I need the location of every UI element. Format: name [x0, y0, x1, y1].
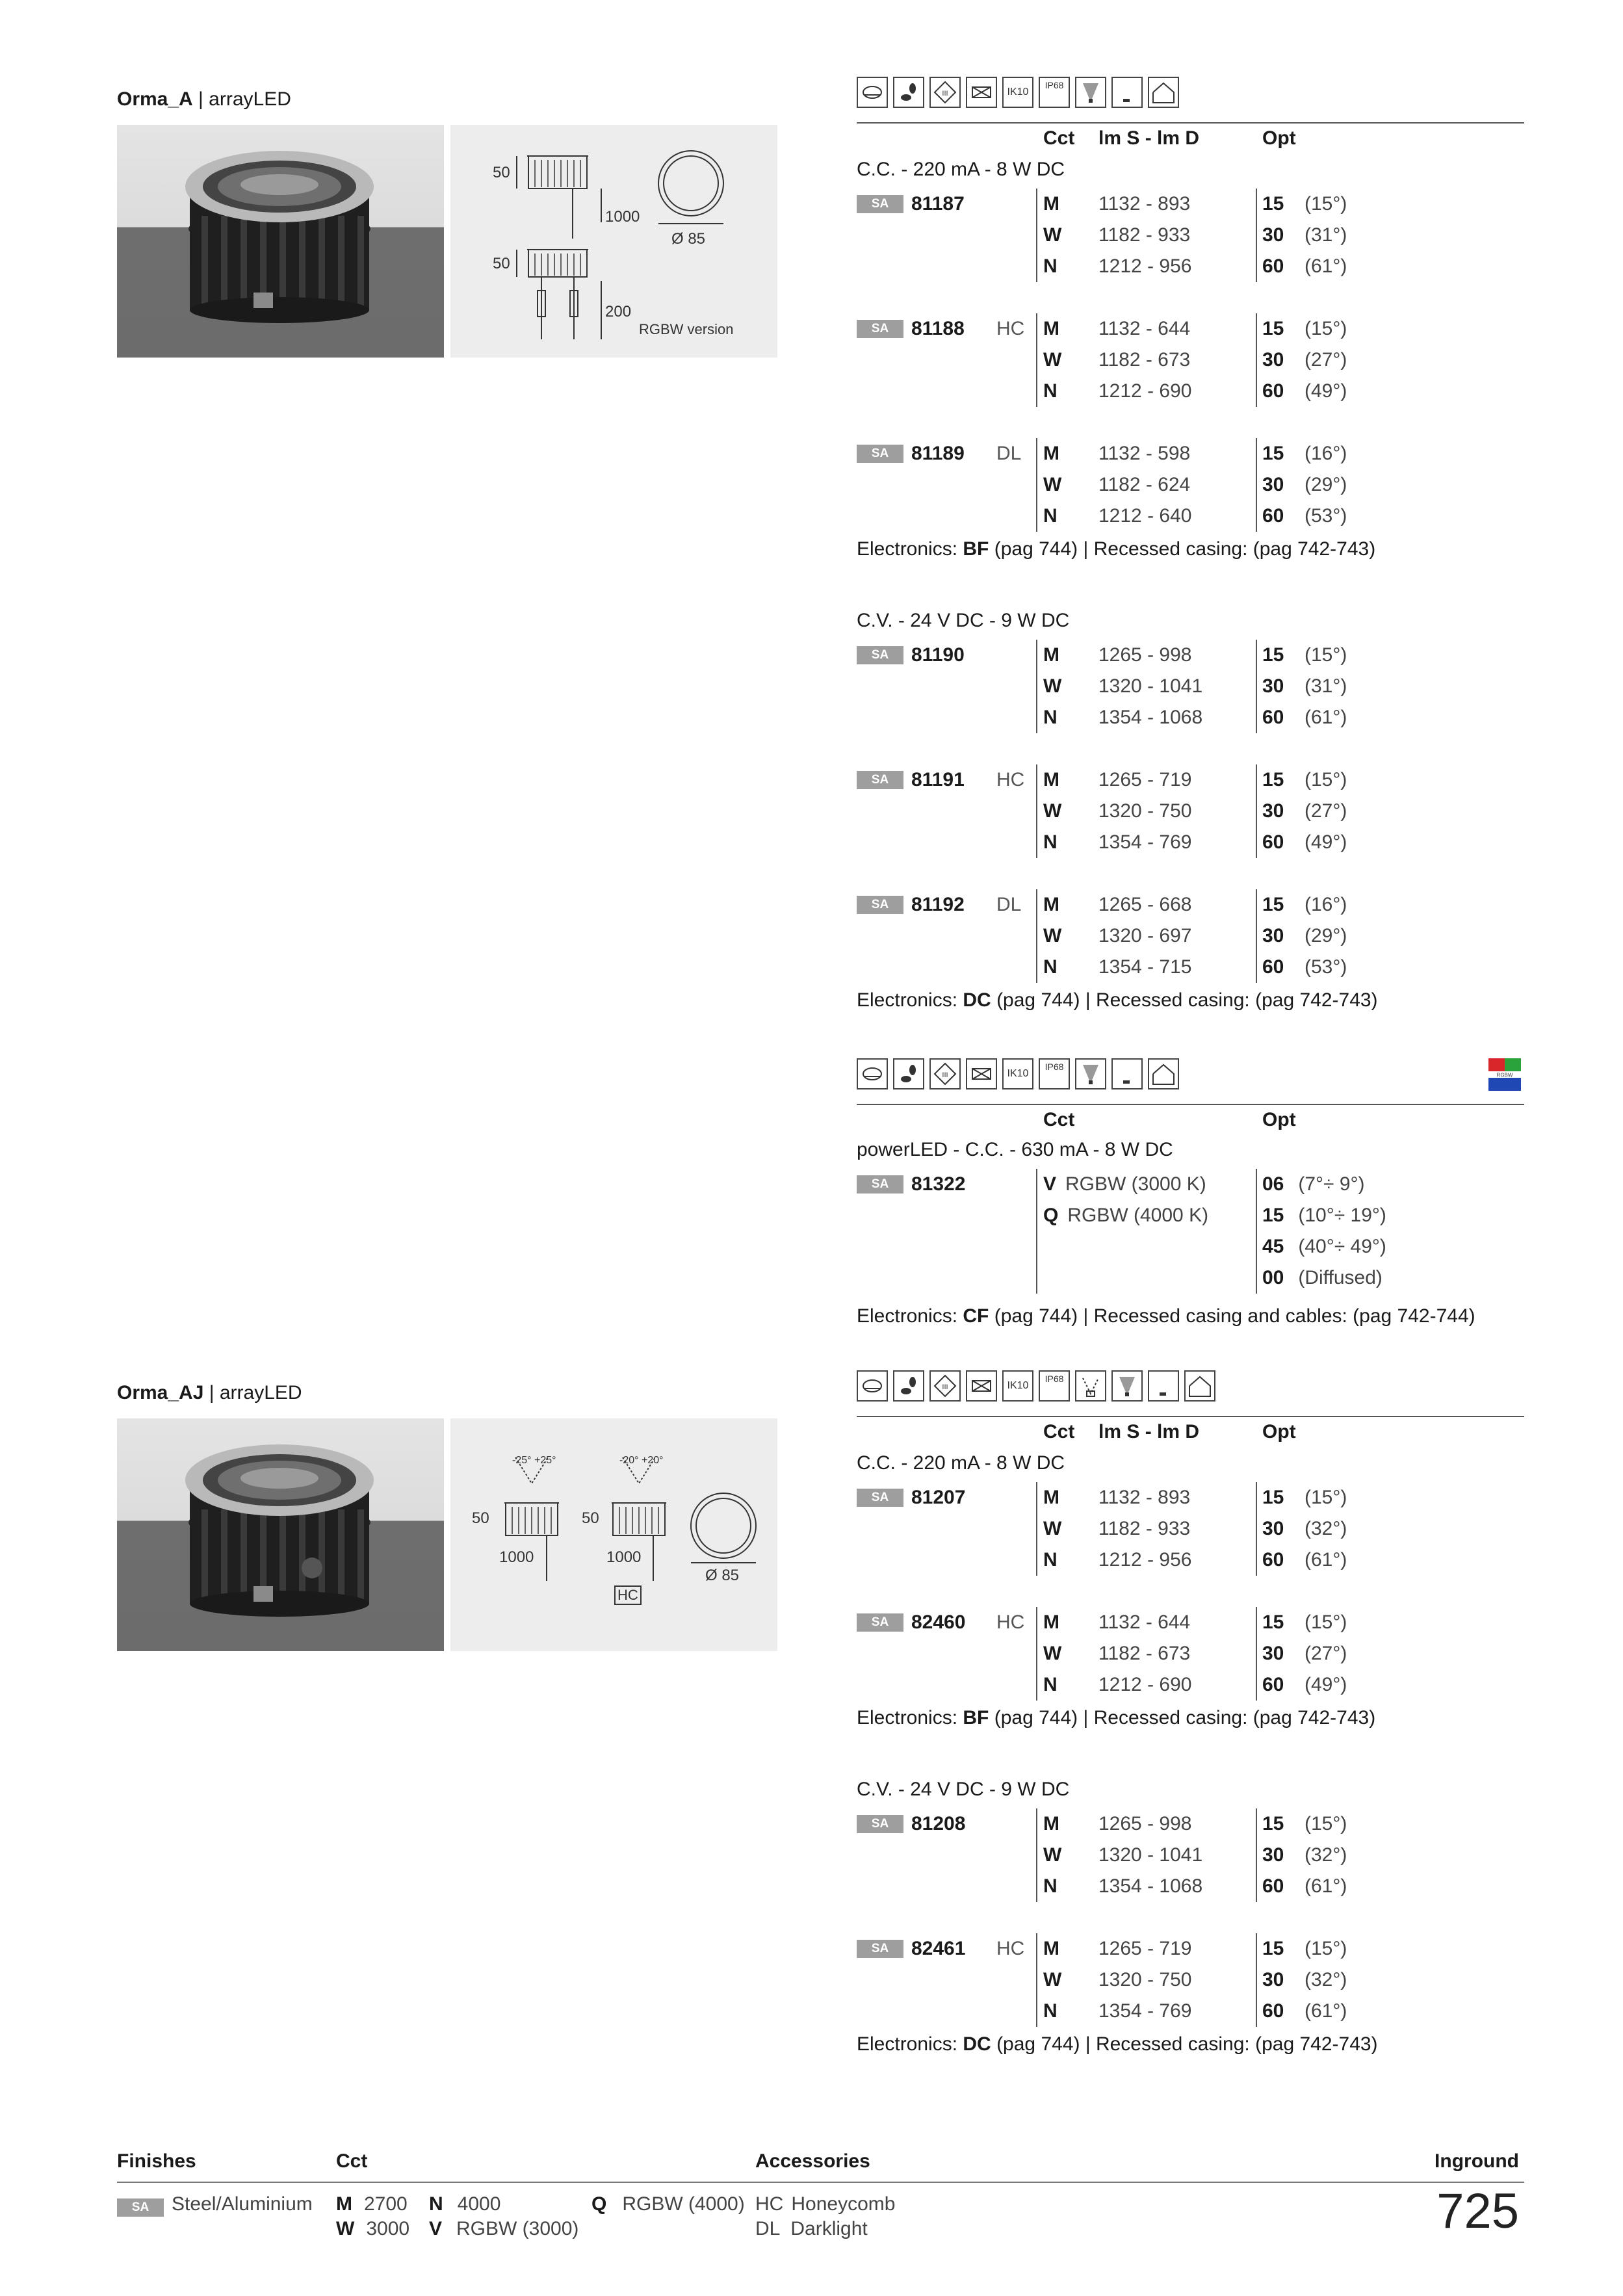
product-row-82461: [857, 1933, 1507, 2031]
optic-code: 60: [1262, 1875, 1284, 1897]
optic-code: 60: [1262, 380, 1284, 402]
cct-code: W: [1043, 1969, 1062, 1990]
optic-code: 15: [1262, 769, 1284, 790]
lumen-value: 1182 - 673: [1098, 1643, 1191, 1664]
lumen-value: 1354 - 769: [1098, 831, 1192, 853]
optic-code: 60: [1262, 2000, 1284, 2022]
product-code: 81192: [911, 894, 965, 915]
header-cct: Cct: [1043, 1109, 1075, 1130]
powerled-title: powerLED - C.C. - 630 mA - 8 W DC: [857, 1139, 1173, 1160]
beam-angle: (27°): [1305, 1643, 1347, 1664]
walkover-icon: [893, 1058, 924, 1089]
ik10-icon: IK10: [1002, 1370, 1033, 1402]
beam-angle: (61°): [1305, 2000, 1347, 2022]
cct-code: N: [1043, 380, 1058, 402]
svg-text:RGBW: RGBW: [1496, 1072, 1513, 1078]
optic-code: 15: [1262, 1487, 1284, 1508]
cc-title: C.C. - 220 mA - 8 W DC: [857, 1452, 1065, 1474]
electronics-line: Electronics: BF (pag 744) | Recessed casing: (pag 742-743): [857, 538, 1376, 560]
beam-angle: (32°): [1305, 1518, 1347, 1539]
electronics-line: Electronics: DC (pag 744) | Recessed casing: (pag 742-743): [857, 989, 1378, 1011]
beam-angle: (15°): [1305, 644, 1347, 666]
cct-code: W: [1043, 1518, 1062, 1539]
cct-code: W: [1043, 925, 1062, 946]
footer-cct-row1: Q RGBW (4000): [591, 2193, 745, 2215]
lumen-value: 1320 - 697: [1098, 925, 1192, 946]
lumen-value: 1182 - 933: [1098, 1518, 1191, 1539]
ip68-icon: IP68: [1039, 77, 1070, 108]
product-row-81322: SA 81322 V RGBW (3000 K) Q RGBW (4000 K) 06 (7°÷ 9°) 15 (10°÷ 19°) 45 (40°÷ 49°) 00 (Diffused): [857, 1169, 1507, 1299]
optic-code: 60: [1262, 1549, 1284, 1571]
divider: [857, 122, 1524, 124]
footer-cct-heading: Cct: [336, 2150, 368, 2172]
lumen-value: 1354 - 1068: [1098, 1875, 1203, 1897]
icon-row-1: [857, 77, 1179, 109]
recessed-icon: [857, 1058, 888, 1089]
lumen-value: 1320 - 750: [1098, 800, 1192, 822]
cct-code: W: [1043, 224, 1062, 246]
optic-code: 15: [1262, 443, 1284, 464]
finish-badge: SA: [117, 2198, 164, 2217]
optic-code: 60: [1262, 255, 1284, 277]
beam-angle: (61°): [1305, 255, 1347, 277]
optic-code: 30: [1262, 1518, 1284, 1539]
no-insulation-icon: [966, 77, 997, 108]
optic-code: 60: [1262, 1674, 1284, 1695]
cct-code: W: [1043, 1643, 1062, 1664]
header-lm: lm S - lm D: [1098, 1421, 1200, 1442]
cct-code: N: [1043, 707, 1058, 728]
lumen-value: 1182 - 673: [1098, 349, 1191, 371]
optic-code: 60: [1262, 956, 1284, 978]
cct-code: N: [1043, 956, 1058, 978]
cc-title: C.C. - 220 mA - 8 W DC: [857, 159, 1065, 180]
optic-code: 60: [1262, 831, 1284, 853]
finish-badge: SA: [857, 195, 903, 213]
optic-code: 30: [1262, 224, 1284, 246]
optic-code: 15: [1262, 318, 1284, 339]
cct-code: M: [1043, 193, 1059, 215]
electronics-line: Electronics: BF (pag 744) | Recessed casing: (pag 742-743): [857, 1707, 1376, 1729]
lumen-value: 1132 - 644: [1098, 1611, 1191, 1633]
lumen-value: 1320 - 750: [1098, 1969, 1192, 1990]
svg-text:III: III: [942, 1383, 948, 1391]
finish-badge: SA: [857, 1815, 903, 1833]
cct-code: W: [1043, 474, 1062, 495]
product-row-82460: [857, 1607, 1507, 1704]
cct-code: M: [1043, 443, 1059, 464]
finish-badge: SA: [857, 1613, 903, 1632]
beam-angle: (15°): [1305, 318, 1347, 339]
optic-code: 30: [1262, 1643, 1284, 1664]
cct-code: N: [1043, 255, 1058, 277]
svg-text:III: III: [942, 1071, 948, 1079]
recessed-icon: [857, 1370, 888, 1402]
beam-angle: (15°): [1305, 1938, 1347, 1959]
walkover-icon: [893, 1370, 924, 1402]
product-title-orma-aj: Orma_AJ | arrayLED: [117, 1382, 302, 1403]
footer-accessories-heading: Accessories: [755, 2150, 870, 2172]
technical-drawing-orma-aj: -25° +25° -20° +20° 50 50 1000 1000 Ø 85 HC: [450, 1418, 777, 1651]
outdoor-icon: [1184, 1370, 1215, 1402]
product-row-81188: [857, 313, 1507, 411]
cct-code: M: [1043, 1487, 1059, 1508]
footer-category: Inground: [1435, 2150, 1519, 2172]
beam-angle: (31°): [1305, 675, 1347, 697]
beam-angle: (53°): [1305, 956, 1347, 978]
product-code: 81207: [911, 1487, 966, 1508]
cct-code: N: [1043, 1549, 1058, 1571]
optic-code: 15: [1262, 644, 1284, 666]
product-row-81190: [857, 640, 1507, 737]
header-cct: Cct: [1043, 127, 1075, 149]
product-code: 81188: [911, 318, 965, 339]
ik10-icon: IK10: [1002, 77, 1033, 108]
lumen-value: 1320 - 1041: [1098, 1844, 1203, 1866]
optic-code: 30: [1262, 1969, 1284, 1990]
product-row-81208: [857, 1808, 1507, 1906]
finish-badge: SA: [857, 646, 903, 664]
product-row-81207: [857, 1482, 1507, 1580]
floor-icon: [1111, 77, 1143, 108]
lumen-value: 1265 - 719: [1098, 769, 1192, 790]
lumen-value: 1132 - 644: [1098, 318, 1191, 339]
cct-code: W: [1043, 349, 1062, 371]
header-opt: Opt: [1262, 1421, 1296, 1442]
cct-code: M: [1043, 1813, 1059, 1834]
product-variant: HC: [996, 318, 1025, 339]
divider: [857, 1104, 1524, 1105]
lumen-value: 1320 - 1041: [1098, 675, 1203, 697]
finish-badge: SA: [857, 445, 903, 463]
product-code: 81190: [911, 644, 965, 666]
cct-code: M: [1043, 769, 1059, 790]
beam-angle: (29°): [1305, 474, 1347, 495]
lumen-value: 1132 - 893: [1098, 1487, 1191, 1508]
optic-code: 30: [1262, 349, 1284, 371]
product-code: 81187: [911, 193, 965, 215]
lumen-value: 1265 - 998: [1098, 644, 1192, 666]
beam-angle: (31°): [1305, 224, 1347, 246]
lumen-value: 1212 - 690: [1098, 1674, 1192, 1695]
footer-cct-row1: M 2700: [336, 2193, 408, 2215]
cct-code: N: [1043, 2000, 1058, 2022]
beam-angle: (32°): [1305, 1969, 1347, 1990]
svg-text:III: III: [942, 90, 948, 98]
optic-code: 30: [1262, 925, 1284, 946]
optic-code: 15: [1262, 894, 1284, 915]
beam-icon: [1111, 1370, 1143, 1402]
class-iii-icon: [929, 1058, 961, 1089]
ip68-icon: IP68: [1039, 1058, 1070, 1089]
optic-code: 30: [1262, 1844, 1284, 1866]
cct-code: W: [1043, 1844, 1062, 1866]
divider: [117, 2182, 1524, 2183]
lumen-value: 1354 - 769: [1098, 2000, 1192, 2022]
floor-icon: [1148, 1370, 1179, 1402]
lumen-value: 1212 - 690: [1098, 380, 1192, 402]
product-code: 81191: [911, 769, 965, 790]
beam-angle: (16°): [1305, 443, 1347, 464]
electronics-line: Electronics: DC (pag 744) | Recessed casing: (pag 742-743): [857, 2033, 1378, 2055]
beam-icon: [1075, 1058, 1106, 1089]
product-row-81192: [857, 889, 1507, 987]
icon-row-2: [857, 1058, 1179, 1091]
beam-angle: (49°): [1305, 380, 1347, 402]
product-variant: HC: [996, 769, 1025, 790]
footer-cct-row1: N 4000: [429, 2193, 501, 2215]
lumen-value: 1212 - 640: [1098, 505, 1192, 527]
header-opt: Opt: [1262, 127, 1296, 149]
beam-angle: (16°): [1305, 894, 1347, 915]
optic-code: 60: [1262, 707, 1284, 728]
cct-code: W: [1043, 800, 1062, 822]
page-number: 725: [1436, 2184, 1519, 2239]
cct-code: N: [1043, 1875, 1058, 1897]
optic-code: 15: [1262, 1611, 1284, 1633]
class-iii-icon: [929, 77, 961, 108]
cct-code: M: [1043, 894, 1059, 915]
recessed-icon: [857, 77, 888, 108]
beam-angle: (27°): [1305, 349, 1347, 371]
optic-code: 30: [1262, 675, 1284, 697]
cv-title: C.V. - 24 V DC - 9 W DC: [857, 1779, 1070, 1800]
lumen-value: 1354 - 1068: [1098, 707, 1203, 728]
electronics-line: Electronics: CF (pag 744) | Recessed casing and cables: (pag 742-744): [857, 1305, 1475, 1327]
lumen-value: 1132 - 893: [1098, 193, 1191, 215]
beam-angle: (61°): [1305, 1549, 1347, 1571]
header-lm: lm S - lm D: [1098, 127, 1200, 149]
floor-icon: [1111, 1058, 1143, 1089]
product-row-81187: [857, 189, 1507, 286]
beam-angle: (15°): [1305, 1487, 1347, 1508]
lumen-value: 1182 - 624: [1098, 474, 1191, 495]
rgbw-badge-icon: [1488, 1058, 1521, 1091]
product-row-81189: [857, 438, 1507, 536]
cct-code: M: [1043, 644, 1059, 666]
product-row-81191: [857, 764, 1507, 862]
product-photo-orma-a: [117, 125, 444, 358]
product-title-orma-a: Orma_A | arrayLED: [117, 88, 291, 110]
beam-angle: (27°): [1305, 800, 1347, 822]
lumen-value: 1265 - 719: [1098, 1938, 1192, 1959]
lumen-value: 1265 - 998: [1098, 1813, 1192, 1834]
optic-code: 15: [1262, 1938, 1284, 1959]
beam-angle: (15°): [1305, 193, 1347, 215]
lumen-value: 1265 - 668: [1098, 894, 1192, 915]
lumen-value: 1132 - 598: [1098, 443, 1191, 464]
footer-finishes-heading: Finishes: [117, 2150, 196, 2172]
beam-angle: (49°): [1305, 831, 1347, 853]
outdoor-icon: [1148, 1058, 1179, 1089]
finish-badge: SA: [857, 771, 903, 789]
beam-angle: (53°): [1305, 505, 1347, 527]
cct-code: M: [1043, 318, 1059, 339]
footer-accessory: HC Honeycomb: [755, 2193, 896, 2215]
product-code: 81322: [911, 1173, 966, 1195]
lumen-value: 1212 - 956: [1098, 1549, 1192, 1571]
product-variant: HC: [996, 1611, 1025, 1633]
finish-badge: SA: [857, 1489, 903, 1507]
beam-angle: (32°): [1305, 1844, 1347, 1866]
beam-icon: [1075, 77, 1106, 108]
beam-angle: (29°): [1305, 925, 1347, 946]
beam-angle: (61°): [1305, 1875, 1347, 1897]
lumen-value: 1212 - 956: [1098, 255, 1192, 277]
beam-angle: (15°): [1305, 1611, 1347, 1633]
header-cct: Cct: [1043, 1421, 1075, 1442]
cct-code: W: [1043, 675, 1062, 697]
product-variant: DL: [996, 894, 1022, 915]
product-code: 82460: [911, 1611, 966, 1633]
no-insulation-icon: [966, 1058, 997, 1089]
ik10-icon: IK10: [1002, 1058, 1033, 1089]
optic-code: 15: [1262, 193, 1284, 215]
header-opt: Opt: [1262, 1109, 1296, 1130]
product-variant: HC: [996, 1938, 1025, 1959]
no-insulation-icon: [966, 1370, 997, 1402]
footer-cct-row2: W 3000: [336, 2218, 410, 2239]
product-code: 81189: [911, 443, 965, 464]
finish-badge: SA: [857, 1175, 903, 1194]
beam-angle: (61°): [1305, 707, 1347, 728]
optic-code: 15: [1262, 1813, 1284, 1834]
adjustable-icon: [1075, 1370, 1106, 1402]
finish-badge: SA: [857, 1940, 903, 1958]
lumen-value: 1182 - 933: [1098, 224, 1191, 246]
optic-code: 30: [1262, 800, 1284, 822]
outdoor-icon: [1148, 77, 1179, 108]
product-code: 82461: [911, 1938, 966, 1959]
cct-code: N: [1043, 505, 1058, 527]
beam-angle: (15°): [1305, 1813, 1347, 1834]
divider: [857, 1416, 1524, 1417]
footer-accessory: DL Darklight: [755, 2218, 868, 2239]
product-photo-orma-aj: [117, 1418, 444, 1651]
footer-cct-row2: V RGBW (3000): [429, 2218, 579, 2239]
class-iii-icon: [929, 1370, 961, 1402]
icon-row-3: [857, 1370, 1215, 1403]
beam-angle: (15°): [1305, 769, 1347, 790]
cct-code: M: [1043, 1611, 1059, 1633]
product-code: 81208: [911, 1813, 966, 1834]
product-variant: DL: [996, 443, 1022, 464]
walkover-icon: [893, 77, 924, 108]
cct-code: M: [1043, 1938, 1059, 1959]
beam-angle: (49°): [1305, 1674, 1347, 1695]
optic-code: 30: [1262, 474, 1284, 495]
lumen-value: 1354 - 715: [1098, 956, 1192, 978]
ip68-icon: IP68: [1039, 1370, 1070, 1402]
finish-name: Steel/Aluminium: [172, 2193, 313, 2215]
cv-title: C.V. - 24 V DC - 9 W DC: [857, 610, 1070, 631]
finish-badge: SA: [857, 896, 903, 914]
cct-code: N: [1043, 1674, 1058, 1695]
technical-drawing-orma-a: 50 1000 Ø 85 50 200 RGBW version: [450, 125, 777, 358]
cct-code: N: [1043, 831, 1058, 853]
finish-badge: SA: [857, 320, 903, 338]
optic-code: 60: [1262, 505, 1284, 527]
